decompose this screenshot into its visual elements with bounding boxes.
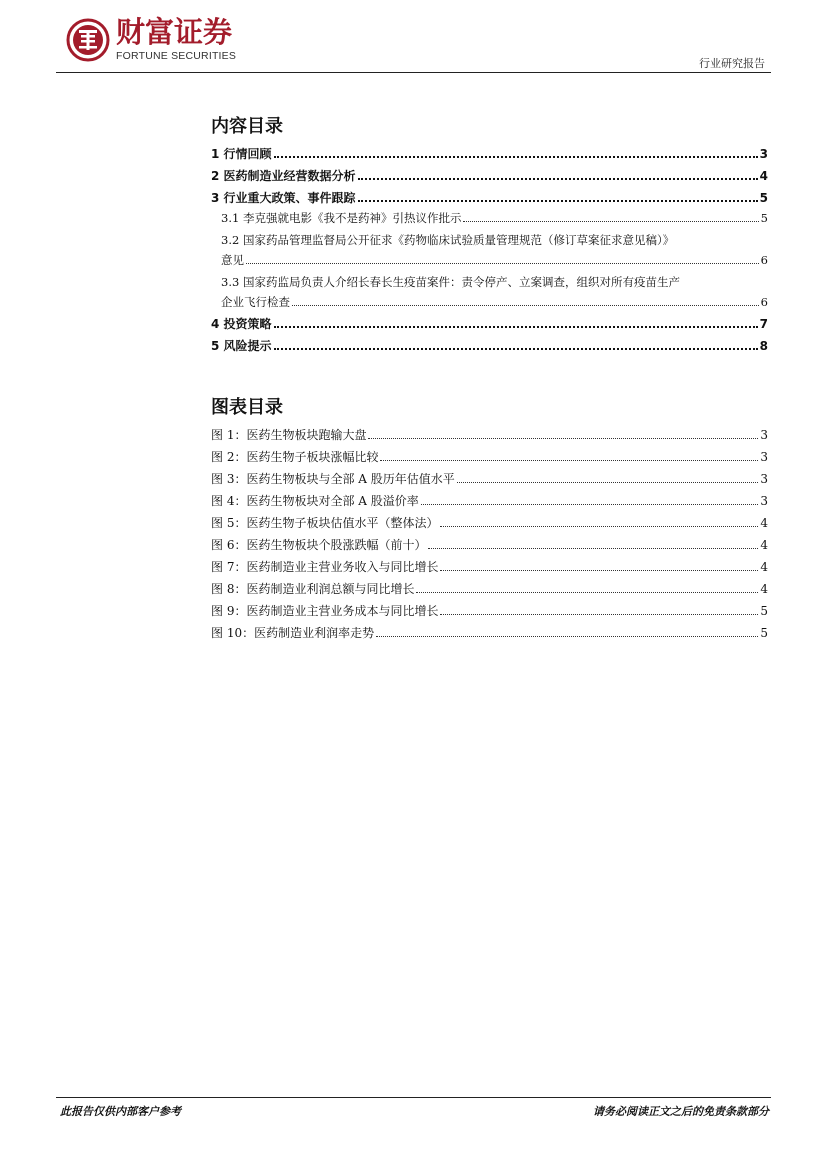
- leader-dots: [440, 613, 758, 615]
- toc-subitem[interactable]: [211, 211, 768, 225]
- toc-item-page: 7: [759, 317, 768, 331]
- figure-item-label: 图 10：医药制造业利润率走势: [211, 626, 375, 640]
- figure-item-page: 4: [760, 582, 768, 596]
- toc-item-page: 6: [760, 253, 768, 267]
- leader-dots: [274, 347, 758, 350]
- toc-item-page: 4: [759, 169, 768, 183]
- page-header: [0, 0, 827, 75]
- figure-item-page: 3: [760, 450, 768, 464]
- leader-dots: [292, 304, 759, 306]
- figure-item-label: 图 6：医药生物板块个股涨跌幅（前十）: [211, 538, 427, 552]
- leader-dots: [380, 459, 758, 461]
- figure-item-label: 图 1：医药生物板块跑输大盘: [211, 428, 367, 442]
- figure-item[interactable]: [211, 472, 768, 486]
- figure-item[interactable]: [211, 560, 768, 574]
- figure-item-page: 3: [760, 428, 768, 442]
- leader-dots: [358, 199, 758, 202]
- toc-title: 内容目录: [211, 116, 283, 137]
- toc-subitem[interactable]: [211, 253, 768, 267]
- figure-item[interactable]: [211, 428, 768, 442]
- logo-english-name: FORTUNE SECURITIES: [116, 50, 237, 62]
- leader-dots: [421, 503, 759, 505]
- figures-title: 图表目录: [211, 397, 283, 418]
- figure-item-page: 3: [760, 494, 768, 508]
- toc-subitem-line1[interactable]: 3.2 国家药品管理监督局公开征求《药物临床试验质量管理规范（修订草案征求意见稿）》: [221, 233, 675, 247]
- leader-dots: [274, 325, 758, 328]
- leader-dots: [457, 481, 759, 483]
- figure-item-label: 图 7：医药制造业主营业务收入与同比增长: [211, 560, 439, 574]
- toc-item[interactable]: [211, 339, 768, 353]
- leader-dots: [376, 635, 758, 637]
- figure-item-page: 3: [760, 472, 768, 486]
- leader-dots: [274, 155, 758, 158]
- figure-item-label: 图 5：医药生物子板块估值水平（整体法）: [211, 516, 439, 530]
- footer-disclaimer-right: 请务必阅读正文之后的免责条款部分: [593, 1105, 769, 1118]
- toc-item-label: 3.1 李克强就电影《我不是药神》引热议作批示: [221, 211, 462, 225]
- toc-item-page: 8: [759, 339, 768, 353]
- figure-item-label: 图 2：医药生物子板块涨幅比较: [211, 450, 379, 464]
- figure-item[interactable]: [211, 450, 768, 464]
- leader-dots: [416, 591, 758, 593]
- toc-item-label: 3 行业重大政策、事件跟踪: [211, 191, 356, 205]
- figure-item[interactable]: [211, 604, 768, 618]
- toc-item-label: 2 医药制造业经营数据分析: [211, 169, 356, 183]
- header-divider: [56, 72, 771, 73]
- toc-item-label: 5 风险提示: [211, 339, 272, 353]
- figure-item[interactable]: [211, 516, 768, 530]
- figure-item-label: 图 9：医药制造业主营业务成本与同比增长: [211, 604, 439, 618]
- report-type: 行业研究报告: [699, 57, 765, 70]
- leader-dots: [440, 525, 758, 527]
- toc-item-page: 6: [760, 295, 768, 309]
- figure-item[interactable]: [211, 538, 768, 552]
- footer-disclaimer-left: 此报告仅供内部客户参考: [60, 1105, 181, 1118]
- toc-item-page: 5: [759, 191, 768, 205]
- toc-item-page: 5: [760, 211, 768, 225]
- leader-dots: [368, 437, 758, 439]
- leader-dots: [463, 220, 758, 222]
- toc-item-label: 企业飞行检查: [221, 295, 290, 309]
- toc-item[interactable]: [211, 191, 768, 205]
- figure-item-page: 5: [760, 626, 768, 640]
- toc-item[interactable]: [211, 147, 768, 161]
- figure-item-label: 图 8：医药制造业利润总额与同比增长: [211, 582, 415, 596]
- content-toc: [211, 147, 768, 353]
- leader-dots: [358, 177, 758, 180]
- figure-item-page: 5: [760, 604, 768, 618]
- company-logo: [66, 15, 237, 62]
- toc-subitem-line1[interactable]: 3.3 国家药监局负责人介绍长春长生疫苗案件：责令停产、立案调查，组织对所有疫苗生产: [221, 275, 680, 289]
- figure-item-page: 4: [760, 560, 768, 574]
- figure-item[interactable]: [211, 494, 768, 508]
- toc-item[interactable]: [211, 317, 768, 331]
- figure-item-label: 图 3：医药生物板块与全部 A 股历年估值水平: [211, 472, 455, 486]
- footer-divider: [56, 1097, 771, 1098]
- leader-dots: [440, 569, 758, 571]
- toc-item-label: 1 行情回顾: [211, 147, 272, 161]
- toc-item-page: 3: [759, 147, 768, 161]
- figure-item[interactable]: [211, 626, 768, 640]
- leader-dots: [428, 547, 758, 549]
- figure-item-page: 4: [760, 538, 768, 552]
- toc-item-label: 4 投资策略: [211, 317, 272, 331]
- toc-item[interactable]: [211, 169, 768, 183]
- figure-item-page: 4: [760, 516, 768, 530]
- toc-item-label: 意见: [221, 253, 244, 267]
- toc-subitem[interactable]: [211, 295, 768, 309]
- logo-emblem-icon: [66, 18, 110, 62]
- figure-item[interactable]: [211, 582, 768, 596]
- figures-toc: [211, 428, 768, 640]
- leader-dots: [246, 262, 759, 264]
- logo-chinese-name: 财富证券: [116, 15, 233, 49]
- figure-item-label: 图 4：医药生物板块对全部 A 股溢价率: [211, 494, 419, 508]
